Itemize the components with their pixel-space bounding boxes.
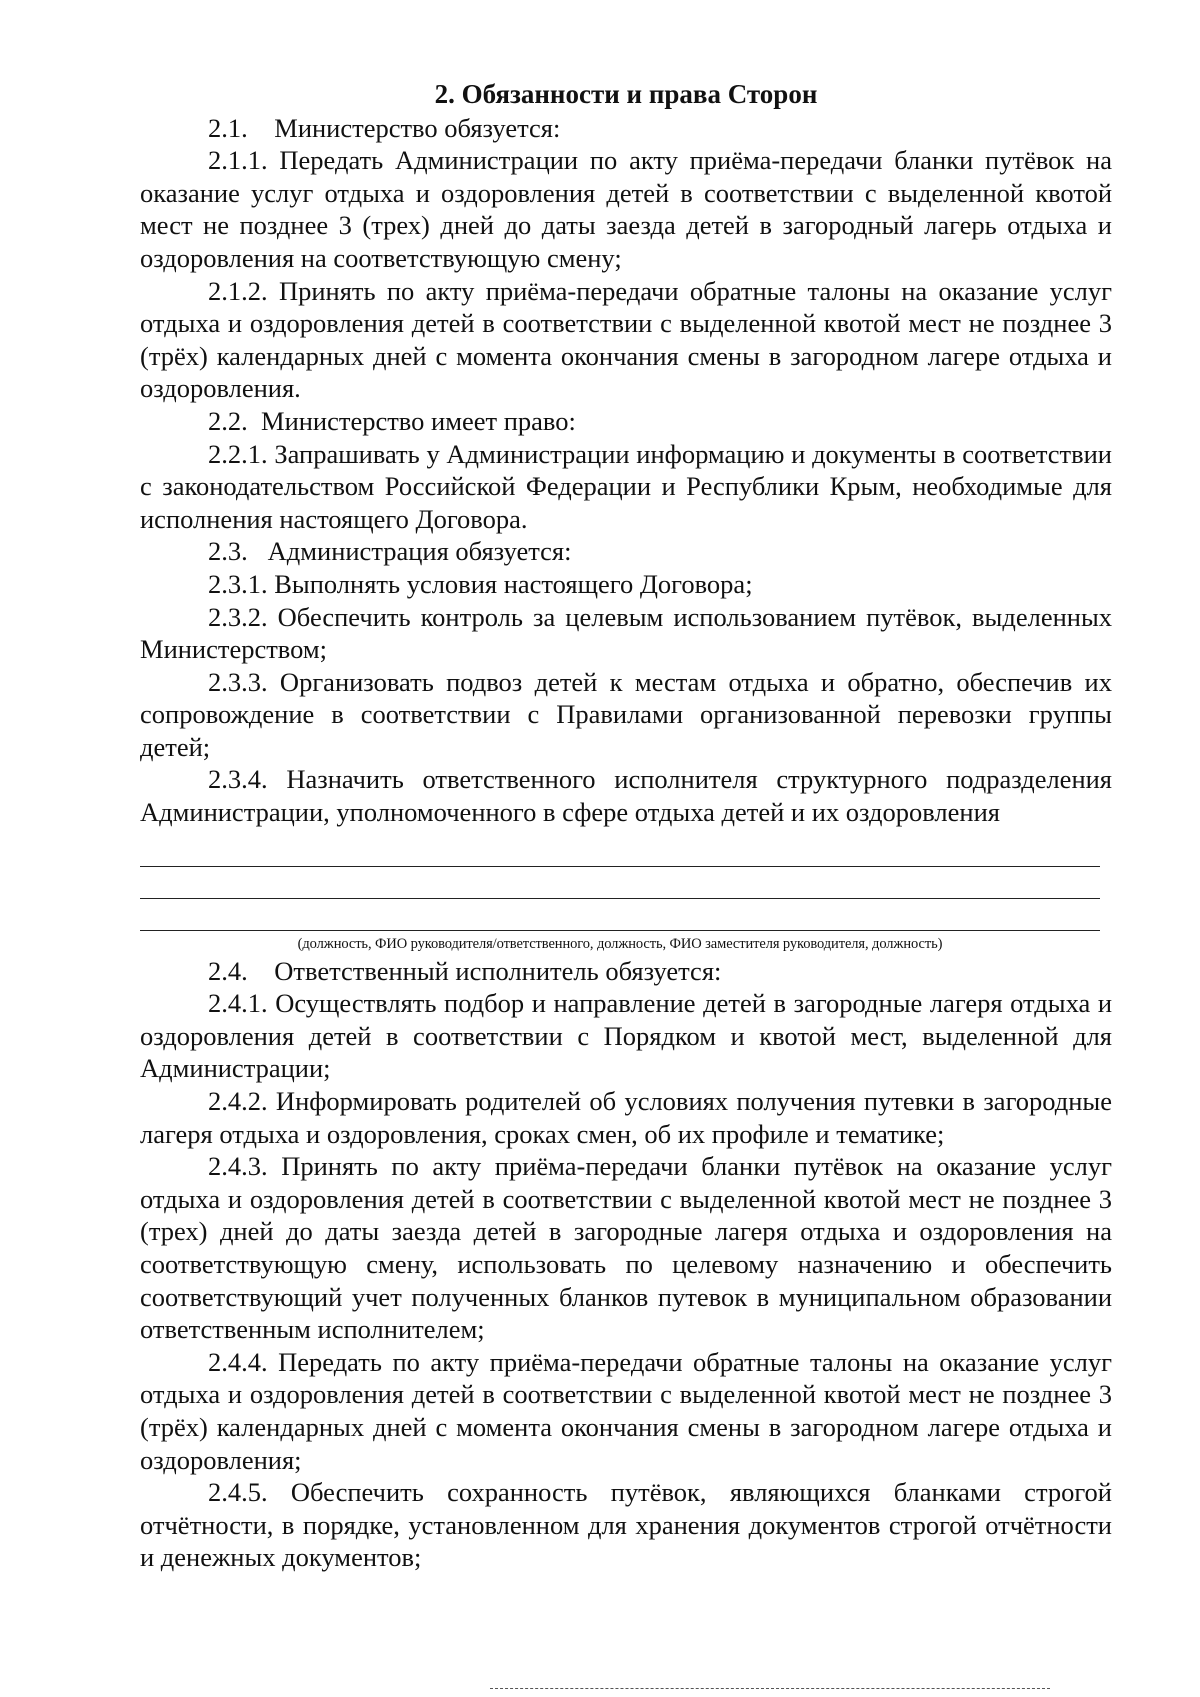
document-body (140, 78, 1112, 1574)
fill-in-caption: (должность, ФИО руководителя/ответственного, должность, ФИО заместителя руководителя, должность) (297, 935, 943, 952)
clause-2-4-5: 2.4.5. Обеспечить сохранность путёвок, являющихся бланками строгой отчётности, в порядке, установленном для хранения документов строгой отчётности и денежных документов; (140, 1477, 1112, 1573)
fill-in-line (140, 899, 1100, 931)
section-title: 2. Обязанности и права Сторон (434, 79, 818, 109)
clause-2-3-4: 2.3.4. Назначить ответственного исполнителя структурного подразделения Администрации, уполномоченного в сфере отдыха детей и их оздоровления (140, 764, 1112, 828)
fill-in-line (140, 835, 1100, 867)
clause-2-4-1: 2.4.1. Осуществлять подбор и направление детей в загородные лагеря отдыха и оздоровления детей в соответствии с Порядком и квотой мест, выделенной для Администрации; (140, 988, 1112, 1084)
clause-2-1-1: 2.1.1. Передать Администрации по акту приёма-передачи бланки путёвок на оказание услуг отдыха и оздоровления детей в соответствии с выделенной квотой мест не позднее 3 (трех) дней до даты заезда детей в загородный лагерь отдыха и оздоровления на соответствующую смену; (140, 145, 1112, 273)
page-bottom-edge-line (490, 1688, 1050, 1689)
clause-2-4-heading: 2.4. Ответственный исполнитель обязуется: (208, 955, 722, 986)
clause-2-4-2: 2.4.2. Информировать родителей об условиях получения путевки в загородные лагеря отдыха и оздоровления, сроках смен, об их профиле и тематике; (140, 1086, 1112, 1149)
clause-2-3-heading: 2.3. Администрация обязуется: (208, 536, 572, 567)
section-2-4 (140, 955, 1112, 1574)
clause-2-3-2: 2.3.2. Обеспечить контроль за целевым использованием путёвок, выделенных Министерством; (140, 601, 1112, 665)
fill-in-lines (140, 835, 1112, 931)
section-2-1-to-2-3 (140, 112, 1112, 829)
clause-2-2-heading: 2.2. Министерство имеет право: (208, 405, 576, 436)
clause-2-1-2: 2.1.2. Принять по акту приёма-передачи обратные талоны на оказание услуг отдыха и оздоровления детей в соответствии с выделенной квотой мест не позднее 3 (трёх) календарных дней с момента окончания смены в загородном лагере отдыха и оздоровления. (140, 275, 1112, 404)
clause-2-4-3: 2.4.3. Принять по акту приёма-передачи бланки путёвок на оказание услуг отдыха и оздоровления детей в соответствии с выделенной квотой мест не позднее 3 (трех) дней до даты заезда детей в загородные лагеря отдыха и оздоровления на соответствующую смену, использовать по целевому назначению и обеспечить соответствующий учет полученных бланков путевок в муниципальном образовании ответственным исполнителем; (140, 1151, 1112, 1345)
clause-2-1-heading: 2.1. Министерство обязуется: (208, 112, 561, 143)
fill-in-line (140, 867, 1100, 899)
clause-2-4-4: 2.4.4. Передать по акту приёма-передачи обратные талоны на оказание услуг отдыха и оздоровления детей в соответствии с выделенной квотой мест не позднее 3 (трёх) календарных дней с момента окончания смены в загородном лагере отдыха и оздоровления; (140, 1346, 1112, 1475)
clause-2-2-1: 2.2.1. Запрашивать у Администрации информацию и документы в соответствии с законодательством Российской Федерации и Республики Крым, необходимые для исполнения настоящего Договора. (140, 438, 1112, 534)
clause-2-3-1: 2.3.1. Выполнять условия настоящего Договора; (208, 568, 753, 599)
clause-2-3-3: 2.3.3. Организовать подвоз детей к местам отдыха и обратно, обеспечив их сопровождение в соответствии с Правилами организованной перевозки группы детей; (140, 666, 1112, 762)
